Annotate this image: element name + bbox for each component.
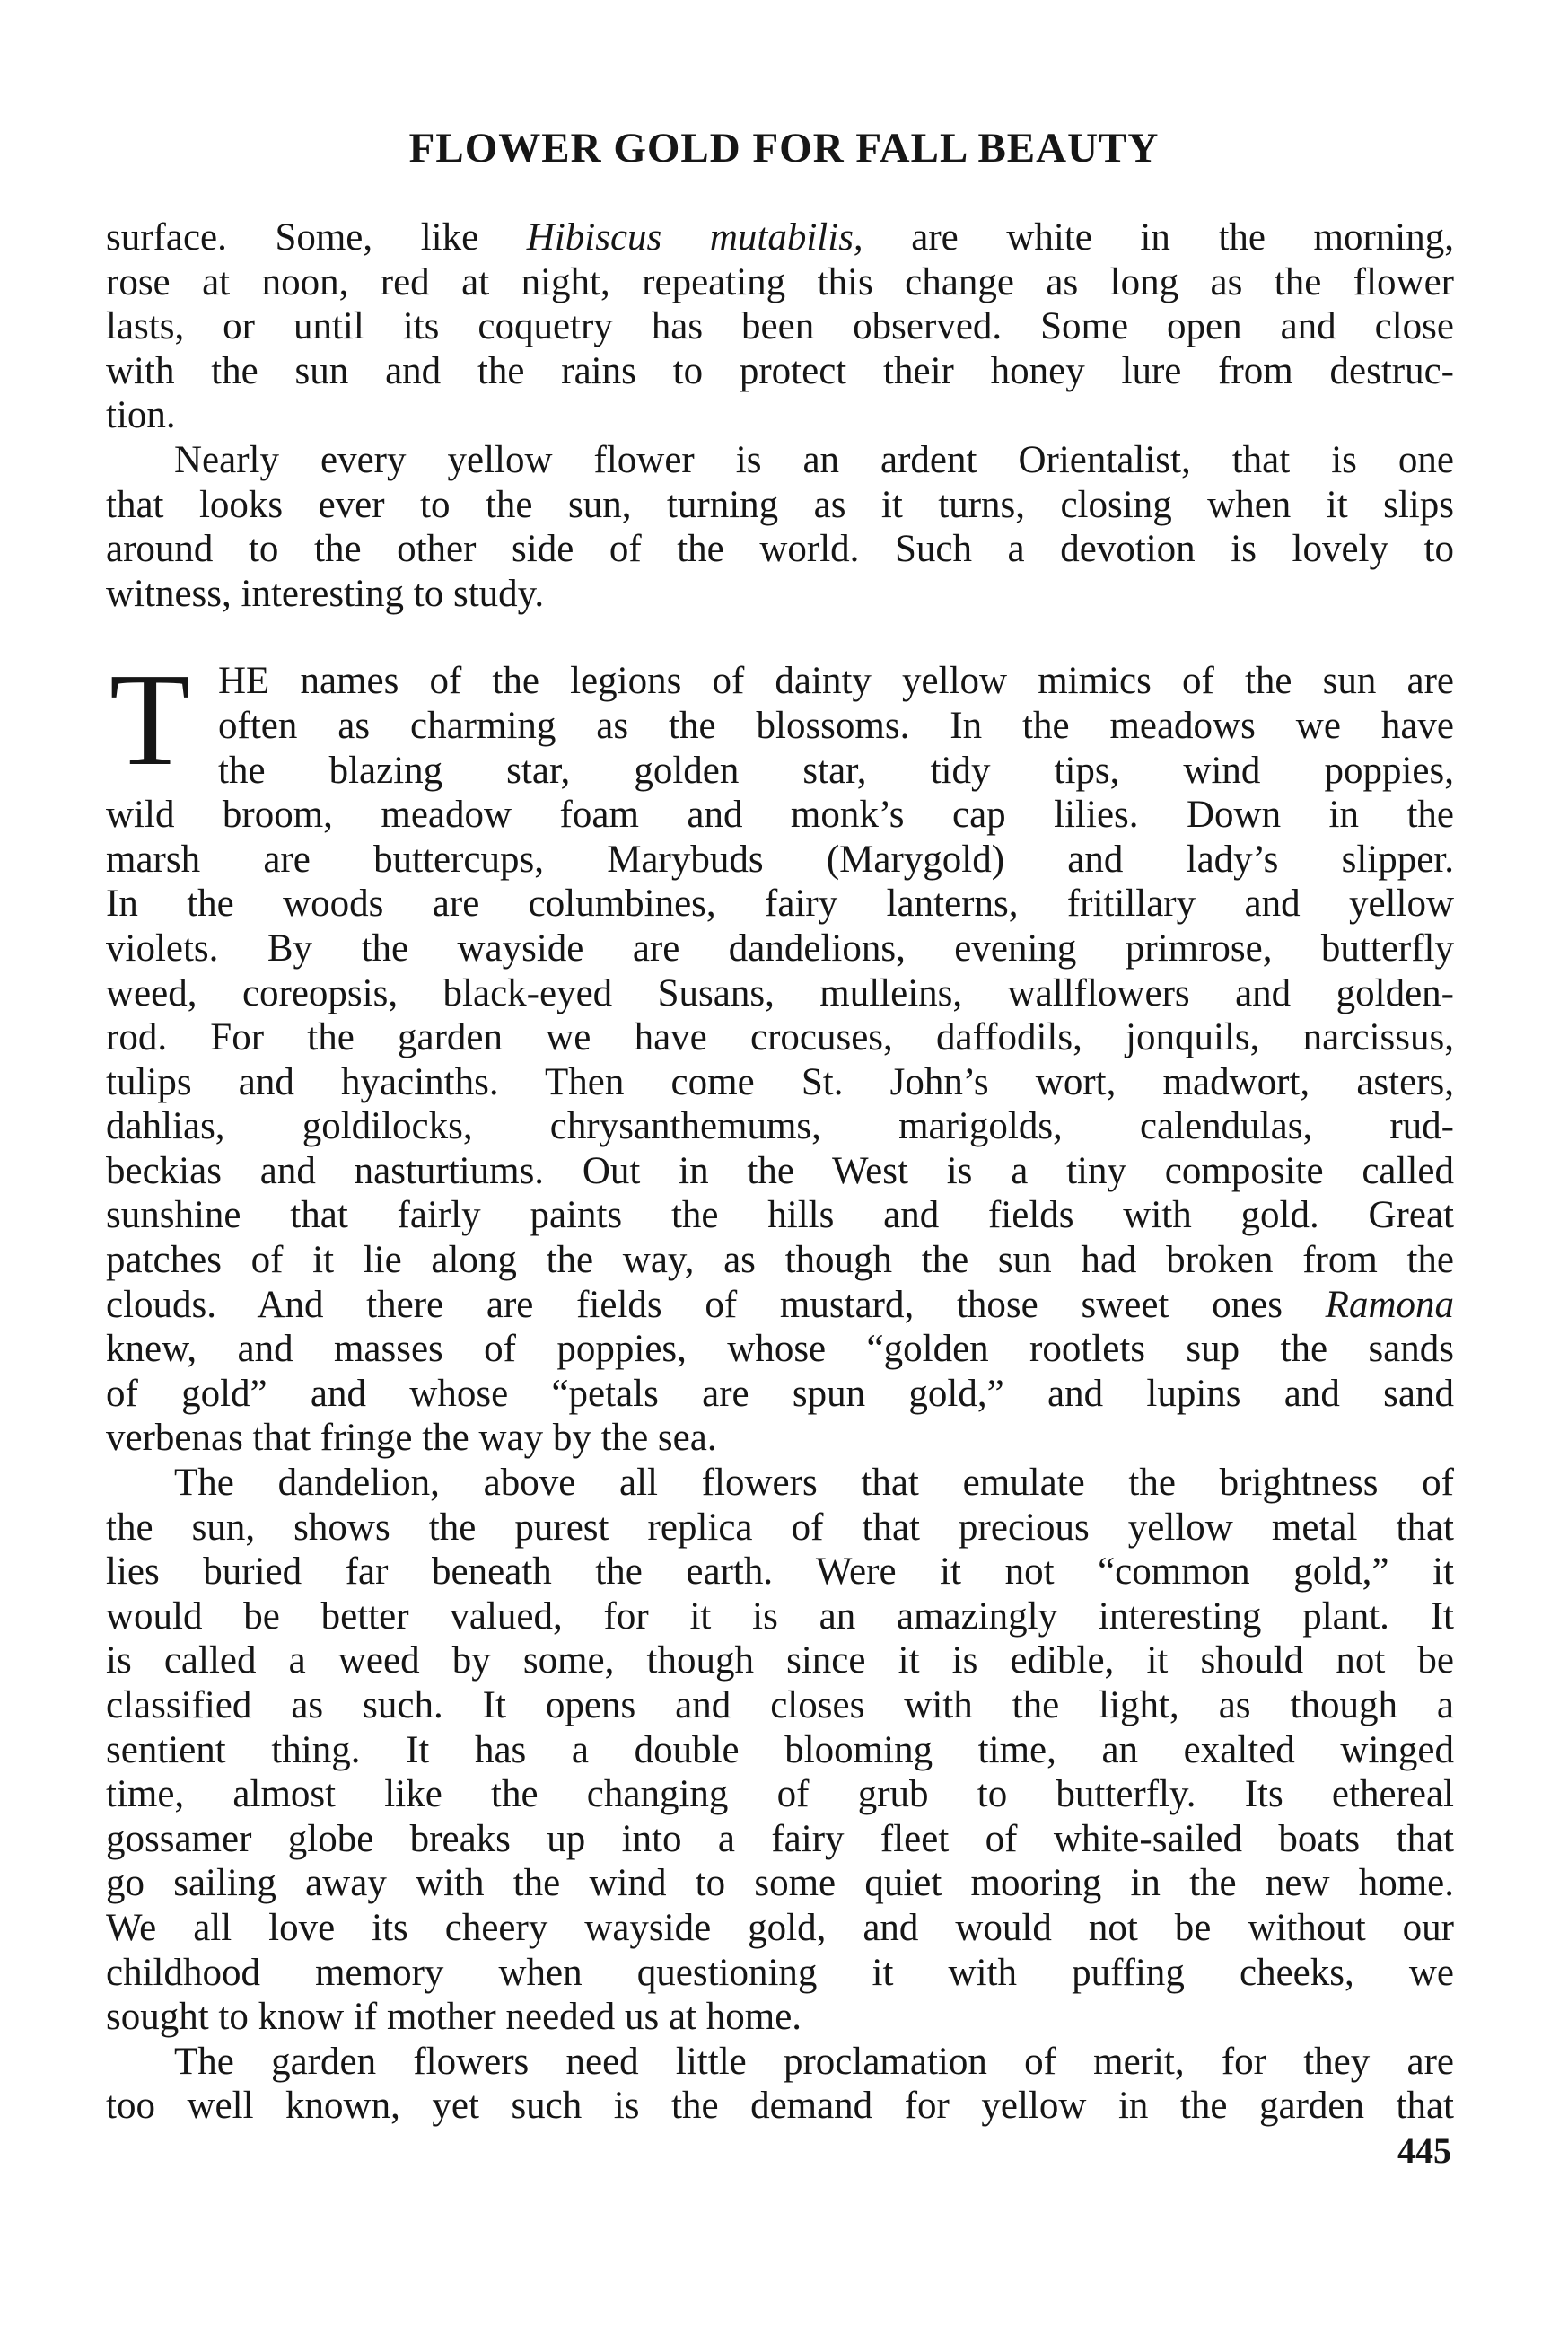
text-line: lasts, or until its coquetry has been observed. Some open and close: [106, 305, 1454, 348]
text-line: We all love its cheery wayside gold, and would not be without our: [106, 1906, 1454, 1949]
text-line: time, almost like the changing of grub to butterfly. Its ethereal: [106, 1773, 1454, 1816]
text-line: clouds. And there are fields of mustard, those sweet ones Ramona: [106, 1283, 1454, 1326]
text-line: with the sun and the rains to protect their honey lure from destruc-: [106, 349, 1454, 392]
section-break: [106, 616, 1454, 659]
text-line: of gold” and whose “petals are spun gold,” and lupins and sand: [106, 1372, 1454, 1415]
text-line: classified as such. It opens and closes with the light, as though a: [106, 1684, 1454, 1726]
body-text: [106, 215, 1454, 2129]
text-line: beckias and nasturtiums. Out in the West is a tiny composite called: [106, 1149, 1454, 1192]
text-line: sentient thing. It has a double blooming time, an exalted winged: [106, 1728, 1454, 1771]
text-line: sought to know if mother needed us at home.: [106, 1996, 802, 2039]
paragraph-5: [106, 2040, 1454, 2129]
running-head: FLOWER GOLD FOR FALL BEAUTY: [408, 125, 1160, 171]
text-line: rose at noon, red at night, repeating this change as long as the flower: [106, 260, 1454, 303]
text-line: childhood memory when questioning it with puffing cheeks, we: [106, 1951, 1454, 1994]
text-line: HE names of the legions of dainty yellow mimics of the sun are: [218, 660, 1454, 703]
text-line: verbenas that fringe the way by the sea.: [106, 1417, 717, 1460]
opening-small-caps: HE: [218, 660, 270, 703]
text-line: dahlias, goldilocks, chrysanthemums, marigolds, calendulas, rud-: [106, 1105, 1454, 1148]
text-line: would be better valued, for it is an amazingly interesting plant. It: [106, 1594, 1454, 1638]
page-number: 445: [1397, 2130, 1451, 2171]
text-line: rod. For the garden we have crocuses, daffodils, jonquils, narcissus,: [106, 1016, 1454, 1059]
text-line: is called a weed by some, though since it is edible, it should not be: [106, 1639, 1454, 1682]
text-line: weed, coreopsis, black-eyed Susans, mulleins, wallflowers and golden-: [106, 971, 1454, 1014]
text-line: lies buried far beneath the earth. Were it not “common gold,” it: [106, 1550, 1454, 1594]
text-line: wild broom, meadow foam and monk’s cap lilies. Down in the: [106, 794, 1454, 837]
text-line: Nearly every yellow flower is an ardent Orientalist, that is one: [174, 438, 1454, 481]
italic-species-name: Hibiscus mutabilis,: [526, 216, 863, 259]
text-line: too well known, yet such is the demand for yellow in the garden that: [106, 2085, 1454, 2128]
text-line: patches of it lie along the way, as though the sun had broken from the: [106, 1239, 1454, 1282]
text-line: the blazing star, golden star, tidy tips, wind poppies,: [218, 749, 1454, 792]
paragraph-3: [106, 646, 1454, 1461]
text-line: around to the other side of the world. Such a devotion is lovely to: [106, 528, 1454, 571]
text-line: violets. By the wayside are dandelions, evening primrose, butterfly: [106, 926, 1454, 970]
text-line: the sun, shows the purest replica of that precious yellow metal that: [106, 1506, 1454, 1549]
text-line: go sailing away with the wind to some quiet mooring in the new home.: [106, 1862, 1454, 1905]
text-line: In the woods are columbines, fairy lanterns, fritillary and yellow: [106, 883, 1454, 926]
text-line: tion.: [106, 394, 176, 437]
text-line: tulips and hyacinths. Then come St. John’s wort, madwort, asters,: [106, 1060, 1454, 1103]
paragraph-1: [106, 215, 1454, 438]
text-line: that looks ever to the sun, turning as it turns, closing when it slips: [106, 483, 1454, 526]
text-line: marsh are buttercups, Marybuds (Marygold) and lady’s slipper.: [106, 838, 1454, 881]
text-line: sunshine that fairly paints the hills and fields with gold. Great: [106, 1194, 1454, 1237]
text-line: witness, interesting to study.: [106, 572, 545, 615]
text-line: surface. Some, like Hibiscus mutabilis, are white in the morning,: [106, 216, 1455, 259]
drop-cap: T: [109, 646, 191, 795]
text-line: gossamer globe breaks up into a fairy fleet of white-sailed boats that: [106, 1817, 1454, 1860]
text-line: The garden flowers need little proclamation of merit, for they are: [174, 2040, 1454, 2083]
text-line: often as charming as the blossoms. In the meadows we have: [218, 704, 1454, 747]
paragraph-4: [106, 1461, 1454, 2040]
text-line: The dandelion, above all flowers that emulate the brightness of: [174, 1462, 1454, 1505]
paragraph-2: [106, 438, 1454, 616]
italic-title: Ramona: [1325, 1283, 1454, 1326]
text-line: knew, and masses of poppies, whose “golden rootlets sup the sands: [106, 1328, 1454, 1371]
